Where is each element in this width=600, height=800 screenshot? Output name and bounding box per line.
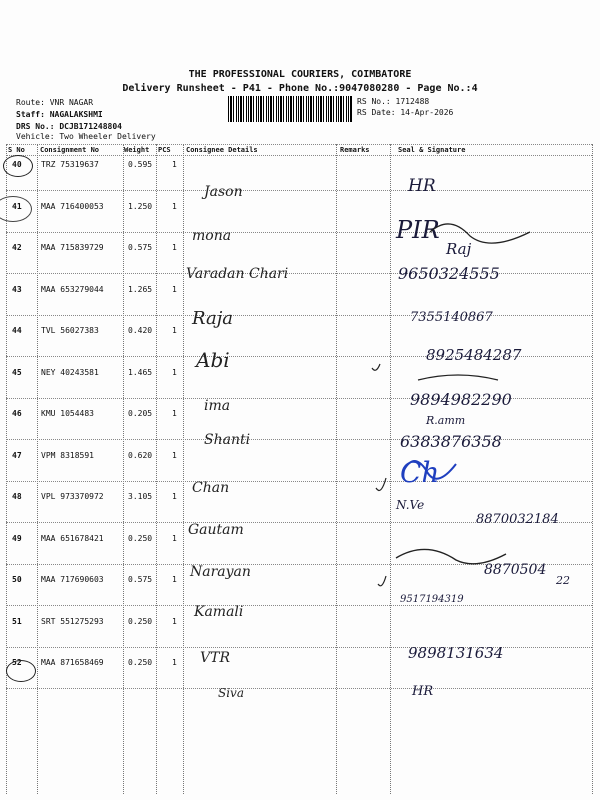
header-weight: Weight (124, 146, 150, 154)
row-consignment-no: TRZ 75319637 (41, 160, 99, 169)
row-sno: 46 (12, 409, 22, 418)
row-pcs: 1 (172, 368, 177, 377)
row-consignment-no: MAA 715839729 (41, 243, 104, 252)
drs-label: DRS No.: DCJB171248804 (16, 122, 122, 131)
row-sno: 52 (12, 658, 22, 667)
runsheet-subtitle: Delivery Runsheet - P41 - Phone No.:9047080280 - Page No.:4 (122, 83, 478, 94)
row-weight: 0.575 (128, 243, 153, 252)
row-sno: 50 (12, 575, 22, 584)
handwritten-signature: 7355140867 (410, 310, 493, 325)
header-consignment: Consignment No (40, 146, 100, 154)
row-sno: 49 (12, 534, 22, 543)
handwritten-name: Siva (218, 686, 244, 700)
row-pcs: 1 (172, 285, 177, 294)
row-weight: 0.205 (128, 409, 153, 418)
row-consignment-no: NEY 40243581 (41, 368, 99, 377)
row-consignment-no: SRT 551275293 (41, 617, 104, 626)
handwritten-name: Raja (192, 308, 234, 329)
company-title: THE PROFESSIONAL COURIERS, COIMBATORE (188, 69, 412, 80)
row-pcs: 1 (172, 409, 177, 418)
row-pcs: 1 (172, 451, 177, 460)
row-weight: 1.465 (128, 368, 153, 377)
handwritten-name: Abi (196, 348, 230, 372)
row-sno: 42 (12, 243, 22, 252)
row-pcs: 1 (172, 658, 177, 667)
row-consignment-no: VPL 973370972 (41, 492, 104, 501)
row-weight: 0.575 (128, 575, 153, 584)
handwritten-signature: Raj (446, 240, 472, 258)
row-pcs: 1 (172, 326, 177, 335)
row-consignment-no: KMU 1054483 (41, 409, 94, 418)
row-weight: 3.105 (128, 492, 153, 501)
row-pcs: 1 (172, 534, 177, 543)
header-pcs: PCS (158, 146, 171, 154)
row-sno: 43 (12, 285, 22, 294)
handwritten-signature: 9898131634 (408, 644, 504, 662)
row-weight: 1.265 (128, 285, 153, 294)
row-sno: 40 (12, 160, 22, 169)
row-weight: 0.250 (128, 534, 153, 543)
handwritten-name: Narayan (190, 564, 251, 580)
row-consignment-no: MAA 653279044 (41, 285, 104, 294)
handwritten-name: Gautam (188, 522, 244, 538)
handwritten-signature: 22 (556, 574, 570, 587)
row-weight: 0.595 (128, 160, 153, 169)
route-label: Route: VNR NAGAR (16, 98, 94, 107)
rs-date: RS Date: 14-Apr-2026 (357, 108, 454, 117)
row-sno: 41 (12, 202, 22, 211)
row-consignment-no: MAA 871658469 (41, 658, 104, 667)
vehicle-label: Vehicle: Two Wheeler Delivery (16, 132, 156, 141)
handwritten-signature: PIR (396, 216, 440, 244)
row-sno: 44 (12, 326, 22, 335)
header-remarks: Remarks (340, 146, 370, 154)
handwritten-signature: HR (412, 684, 434, 699)
handwritten-name: Jason (204, 184, 243, 200)
handwritten-signature: Ch (400, 456, 440, 489)
rs-number: RS No.: 1712488 (357, 97, 430, 106)
row-consignment-no: MAA 716400053 (41, 202, 104, 211)
header-seal: Seal & Signature (398, 146, 466, 154)
row-pcs: 1 (172, 202, 177, 211)
row-pcs: 1 (172, 160, 177, 169)
handwritten-name: ima (204, 398, 231, 414)
handwritten-signature: 9650324555 (398, 264, 500, 283)
row-sno: 47 (12, 451, 22, 460)
row-pcs: 1 (172, 575, 177, 584)
handwritten-name: Shanti (204, 432, 251, 448)
header-sno: S No (8, 146, 25, 154)
row-consignment-no: MAA 717690603 (41, 575, 104, 584)
row-pcs: 1 (172, 617, 177, 626)
handwritten-signature: HR (408, 176, 436, 196)
row-weight: 1.250 (128, 202, 153, 211)
handwritten-name: Kamali (194, 604, 244, 620)
row-pcs: 1 (172, 243, 177, 252)
row-weight: 0.250 (128, 658, 153, 667)
handwritten-name: Varadan Chari (186, 266, 289, 282)
handwritten-name: mona (192, 228, 232, 244)
handwritten-signature: R.amm (426, 414, 466, 427)
handwritten-name: Chan (192, 480, 230, 496)
row-sno: 51 (12, 617, 22, 626)
handwritten-signature: 8870032184 (476, 512, 559, 527)
handwritten-signature: N.Ve (396, 498, 425, 512)
row-weight: 0.250 (128, 617, 153, 626)
staff-label: Staff: NAGALAKSHMI (16, 110, 103, 119)
handwritten-signature: 6383876358 (400, 432, 502, 451)
row-weight: 0.420 (128, 326, 153, 335)
handwritten-signature: 8925484287 (426, 346, 522, 364)
row-consignment-no: TVL 56027383 (41, 326, 99, 335)
handwritten-signature: 9517194319 (400, 594, 464, 605)
row-sno: 48 (12, 492, 22, 501)
row-consignment-no: MAA 651678421 (41, 534, 104, 543)
header-consignee: Consignee Details (186, 146, 258, 154)
row-consignment-no: VPM 8318591 (41, 451, 94, 460)
handwritten-signature: 9894982290 (410, 390, 512, 409)
handwritten-name: VTR (200, 650, 230, 666)
handwritten-signature: 8870504 (484, 562, 547, 578)
row-weight: 0.620 (128, 451, 153, 460)
row-sno: 45 (12, 368, 22, 377)
row-pcs: 1 (172, 492, 177, 501)
